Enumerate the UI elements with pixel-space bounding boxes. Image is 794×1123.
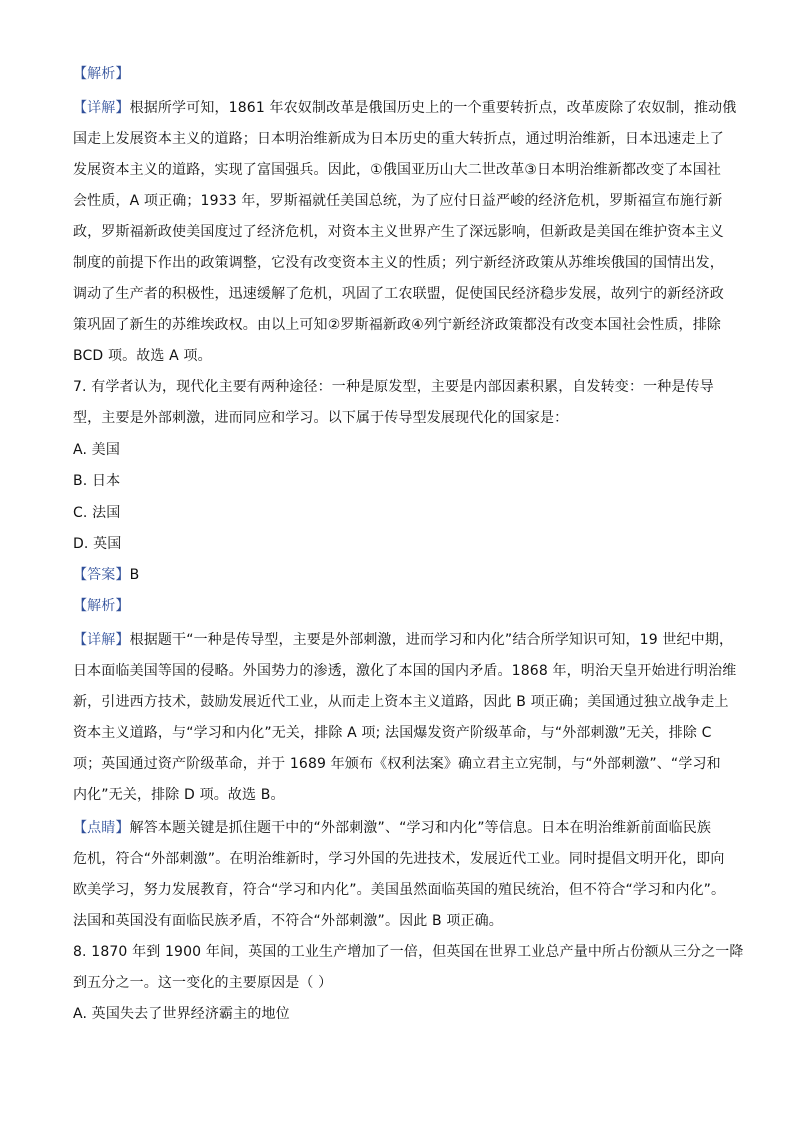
q7-comment-line: 危机，符合“外部刺激”。在明治维新时，学习外国的先进技术，发展近代工业。同时提倡文明开化，即向 xyxy=(73,851,725,867)
q6-detail-line: 制度的前提下作出的政策调整，它没有改变资本主义的性质；列宁新经济政策从苏维埃俄国的国情出发， xyxy=(73,255,724,271)
q7-detail-line: 新，引进西方技术，鼓励发展近代工业，从而走上资本主义道路，因此 B 项正确；美国通过独立战争走上 xyxy=(73,694,729,710)
q7-detail-line xyxy=(73,630,733,650)
q6-detail-line: 政，罗斯福新政使美国度过了经济危机，对资本主义世界产生了深远影响，但新政是美国在维护资本主义 xyxy=(73,224,724,240)
q6-detail-line: BCD 项。故选 A 项。 xyxy=(73,348,212,364)
q7-answer-line xyxy=(73,565,733,585)
detail-label: 【详解】 xyxy=(73,632,130,648)
q7-stem-line: 7. 有学者认为，现代化主要有两种途径：一种是原发型，主要是内部因素积累，自发转变：一种是传导 xyxy=(73,379,714,395)
q6-detail-line xyxy=(73,98,737,118)
analysis-label: 【解析】 xyxy=(73,598,130,614)
q7-detail-line: 项；英国通过资产阶级革命，并于 1689 年颁布《权利法案》确立君主立宪制，与“外部刺激”、“学习和 xyxy=(73,756,721,772)
answer-label: 【答案】 xyxy=(73,567,130,583)
q8-stem-line: 到五分之一。这一变化的主要原因是（ ） xyxy=(73,975,333,991)
q7-option-a: A. 美国 xyxy=(73,442,120,458)
q7-option-c: C. 法国 xyxy=(73,505,121,521)
answer-value: B xyxy=(129,567,140,583)
analysis-label: 【解析】 xyxy=(73,66,130,82)
q7-comment-line: 欧美学习，努力发展教育，符合“学习和内化”。美国虽然面临英国的殖民统治，但不符合“学习和内化”。 xyxy=(73,882,726,898)
q6-detail-line: 策巩固了新生的苏维埃政权。由以上可知②罗斯福新政④列宁新经济政策都没有改变本国社会性质，排除 xyxy=(73,317,721,333)
detail-label: 【详解】 xyxy=(73,100,130,116)
q8-stem-line: 8. 1870 年到 1900 年间，英国的工业生产增加了一倍，但英国在世界工业总产量中所占份额从三分之一降 xyxy=(73,944,744,960)
q7-option-d: D. 英国 xyxy=(73,536,122,552)
detail-text: 根据题干“一种是传导型，主要是外部刺激，进而学习和内化”结合所学知识可知，19 世纪中期， xyxy=(129,632,734,648)
q7-detail-line: 内化”无关，排除 D 项。故选 B。 xyxy=(73,787,285,803)
q7-comment-line: 法国和英国没有面临民族矛盾，不符合“外部刺激”。因此 B 项正确。 xyxy=(73,913,503,929)
detail-text: 根据所学可知，1861 年农奴制改革是俄国历史上的一个重要转折点，改革废除了农奴制，推动俄 xyxy=(129,100,737,116)
q7-comment-line xyxy=(73,818,733,838)
q7-detail-line: 资本主义道路，与“学习和内化”无关，排除 A 项; 法国爆发资产阶级革命，与“外部刺激”无关，排除 C xyxy=(73,725,712,741)
q7-stem-line: 型，主要是外部刺激，进而同应和学习。以下属于传导型发展现代化的国家是： xyxy=(73,410,569,426)
q7-analysis-heading xyxy=(73,596,733,616)
q7-detail-line: 日本面临美国等国的侵略。外国势力的渗透，激化了本国的国内矛盾。1868 年，明治天皇开始进行明治维 xyxy=(73,663,737,679)
q6-detail-line: 国走上发展资本主义的道路；日本明治维新成为日本历史的重大转折点，通过明治维新，日本迅速走上了 xyxy=(73,131,724,147)
comment-text: 解答本题关键是抓住题干中的“外部刺激”、“学习和内化”等信息。日本在明治维新前面临民族 xyxy=(129,820,712,836)
comment-label: 【点睛】 xyxy=(73,820,130,836)
q6-detail-line: 发展资本主义的道路，实现了富国强兵。因此，①俄国亚历山大二世改革③日本明治维新都改变了本国社 xyxy=(73,162,721,178)
q8-option-a: A. 英国失去了世界经济霸主的地位 xyxy=(73,1006,290,1022)
q6-detail-line: 调动了生产者的积极性，迅速缓解了危机，巩固了工农联盟，促使国民经济稳步发展，故列宁的新经济政 xyxy=(73,286,724,302)
q6-detail-line: 会性质，A 项正确；1933 年，罗斯福就任美国总统，为了应付日益严峻的经济危机，罗斯福宣布施行新 xyxy=(73,193,723,209)
q7-option-b: B. 日本 xyxy=(73,473,121,489)
q6-analysis-heading xyxy=(73,64,733,84)
